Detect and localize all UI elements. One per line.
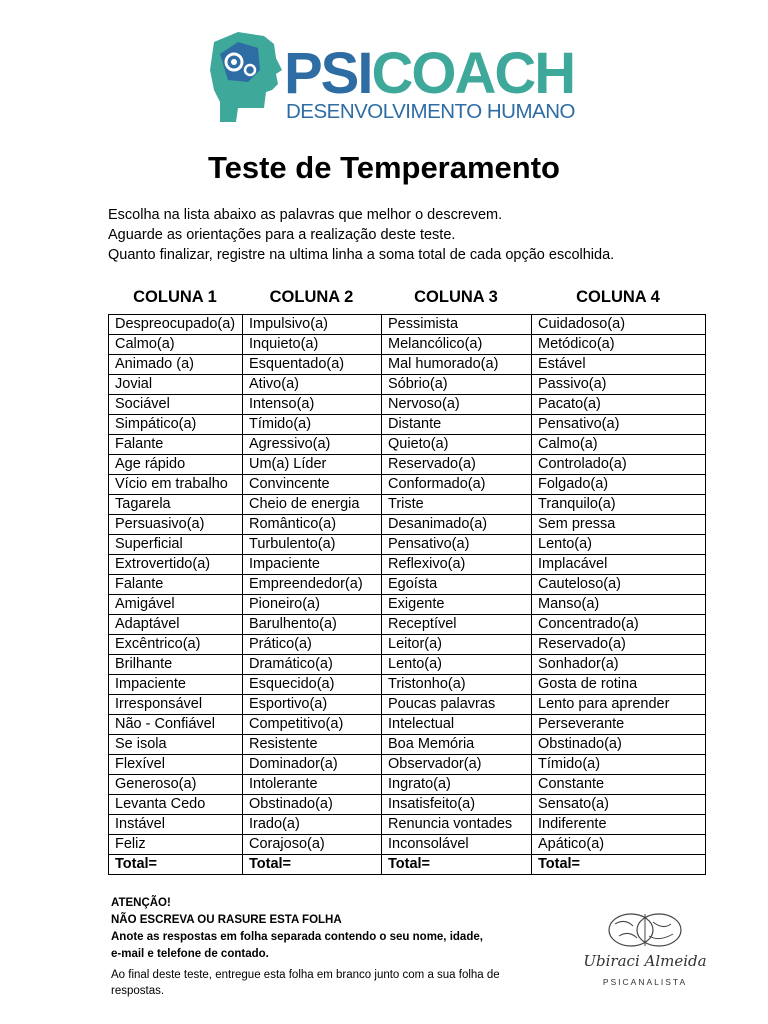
table-cell: Falante [109, 575, 243, 595]
brand-tagline: DESENVOLVIMENTO HUMANO [286, 100, 575, 123]
table-cell: Gosta de rotina [532, 675, 706, 695]
total-cell: Total= [109, 855, 243, 875]
table-cell: Instável [109, 815, 243, 835]
table-cell: Apático(a) [532, 835, 706, 855]
signature-name: Ubiraci Almeida [583, 952, 707, 970]
table-cell: Falante [109, 435, 243, 455]
notice-instruction: e-mail e telefone de contado. [111, 948, 269, 960]
table-cell: Convincente [243, 475, 382, 495]
notice-box [111, 895, 551, 999]
table-cell: Brilhante [109, 655, 243, 675]
temperament-table [108, 314, 706, 875]
table-cell: Pacato(a) [532, 395, 706, 415]
table-row [109, 635, 706, 655]
table-cell: Um(a) Líder [243, 455, 382, 475]
table-row [109, 435, 706, 455]
table-row [109, 375, 706, 395]
intro-text [108, 205, 614, 265]
table-cell: Estável [532, 355, 706, 375]
table-cell: Distante [382, 415, 532, 435]
table-cell: Empreendedor(a) [243, 575, 382, 595]
table-cell: Extrovertido(a) [109, 555, 243, 575]
table-cell: Sensato(a) [532, 795, 706, 815]
notice-warning: NÃO ESCREVA OU RASURE ESTA FOLHA [111, 914, 342, 926]
table-cell: Tímido(a) [532, 755, 706, 775]
table-cell: Reflexivo(a) [382, 555, 532, 575]
table-row [109, 515, 706, 535]
table-cell: Implacável [532, 555, 706, 575]
column-header-1: COLUNA 1 [133, 288, 217, 306]
table-cell: Sonhador(a) [532, 655, 706, 675]
table-cell: Calmo(a) [532, 435, 706, 455]
table-cell: Amigável [109, 595, 243, 615]
table-row [109, 455, 706, 475]
table-cell: Lento(a) [382, 655, 532, 675]
table-cell: Controlado(a) [532, 455, 706, 475]
table-cell: Lento(a) [532, 535, 706, 555]
total-cell: Total= [532, 855, 706, 875]
table-cell: Calmo(a) [109, 335, 243, 355]
column-header-4: COLUNA 4 [576, 288, 660, 306]
table-cell: Sem pressa [532, 515, 706, 535]
table-row [109, 415, 706, 435]
brain-icon [575, 908, 715, 952]
table-row [109, 835, 706, 855]
table-cell: Perseverante [532, 715, 706, 735]
table-cell: Tristonho(a) [382, 675, 532, 695]
table-cell: Irresponsável [109, 695, 243, 715]
table-row [109, 595, 706, 615]
total-cell: Total= [382, 855, 532, 875]
table-cell: Jovial [109, 375, 243, 395]
table-cell: Corajoso(a) [243, 835, 382, 855]
table-cell: Sóbrio(a) [382, 375, 532, 395]
table-cell: Persuasivo(a) [109, 515, 243, 535]
brand-coach: COACH [371, 41, 575, 106]
table-cell: Se isola [109, 735, 243, 755]
table-cell: Exigente [382, 595, 532, 615]
table-cell: Receptível [382, 615, 532, 635]
table-cell: Tagarela [109, 495, 243, 515]
table-cell: Intolerante [243, 775, 382, 795]
table-row [109, 675, 706, 695]
table-row [109, 495, 706, 515]
table-cell: Leitor(a) [382, 635, 532, 655]
table-cell: Impulsivo(a) [243, 315, 382, 335]
table-row [109, 735, 706, 755]
table-row [109, 715, 706, 735]
total-row [109, 855, 706, 875]
table-cell: Simpático(a) [109, 415, 243, 435]
table-row [109, 475, 706, 495]
table-cell: Renuncia vontades [382, 815, 532, 835]
table-cell: Irado(a) [243, 815, 382, 835]
table-row [109, 775, 706, 795]
table-row [109, 535, 706, 555]
table-cell: Intenso(a) [243, 395, 382, 415]
table-row [109, 795, 706, 815]
total-cell: Total= [243, 855, 382, 875]
table-cell: Barulhento(a) [243, 615, 382, 635]
table-cell: Pessimista [382, 315, 532, 335]
table-cell: Mal humorado(a) [382, 355, 532, 375]
column-headers [108, 288, 705, 310]
table-cell: Inconsolável [382, 835, 532, 855]
table-cell: Reservado(a) [532, 635, 706, 655]
table-cell: Esquecido(a) [243, 675, 382, 695]
table-cell: Poucas palavras [382, 695, 532, 715]
table-cell: Ativo(a) [243, 375, 382, 395]
table-cell: Cheio de energia [243, 495, 382, 515]
table-cell: Indiferente [532, 815, 706, 835]
table-cell: Nervoso(a) [382, 395, 532, 415]
table-cell: Excêntrico(a) [109, 635, 243, 655]
table-row [109, 335, 706, 355]
table-cell: Folgado(a) [532, 475, 706, 495]
signature-block [575, 908, 715, 993]
notice-heading: ATENÇÃO! [111, 897, 171, 909]
table-cell: Obstinado(a) [532, 735, 706, 755]
table-row [109, 355, 706, 375]
table-row [109, 555, 706, 575]
table-cell: Dramático(a) [243, 655, 382, 675]
table-cell: Lento para aprender [532, 695, 706, 715]
column-header-3: COLUNA 3 [414, 288, 498, 306]
table-cell: Intelectual [382, 715, 532, 735]
table-cell: Generoso(a) [109, 775, 243, 795]
table-cell: Desanimado(a) [382, 515, 532, 535]
table-cell: Cauteloso(a) [532, 575, 706, 595]
table-cell: Feliz [109, 835, 243, 855]
table-row [109, 655, 706, 675]
table-cell: Flexível [109, 755, 243, 775]
table-cell: Resistente [243, 735, 382, 755]
notice-instruction: Anote as respostas em folha separada contendo o seu nome, idade, [111, 931, 483, 943]
table-cell: Metódico(a) [532, 335, 706, 355]
table-cell: Ingrato(a) [382, 775, 532, 795]
table-cell: Adaptável [109, 615, 243, 635]
table-cell: Impaciente [109, 675, 243, 695]
table-cell: Concentrado(a) [532, 615, 706, 635]
table-cell: Dominador(a) [243, 755, 382, 775]
intro-line: Quanto finalizar, registre na ultima linha a soma total de cada opção escolhida. [108, 247, 615, 263]
table-cell: Vício em trabalho [109, 475, 243, 495]
table-row [109, 695, 706, 715]
table-cell: Tranquilo(a) [532, 495, 706, 515]
table-row [109, 615, 706, 635]
table-cell: Inquieto(a) [243, 335, 382, 355]
table-cell: Sociável [109, 395, 243, 415]
table-cell: Superficial [109, 535, 243, 555]
table-cell: Boa Memória [382, 735, 532, 755]
table-cell: Prático(a) [243, 635, 382, 655]
table-cell: Insatisfeito(a) [382, 795, 532, 815]
table-cell: Esquentado(a) [243, 355, 382, 375]
table-cell: Passivo(a) [532, 375, 706, 395]
table-cell: Constante [532, 775, 706, 795]
table-cell: Quieto(a) [382, 435, 532, 455]
table-cell: Pensativo(a) [382, 535, 532, 555]
table-cell: Não - Confiável [109, 715, 243, 735]
brand-psi: PSI [284, 41, 372, 106]
table-row [109, 815, 706, 835]
table-cell: Pensativo(a) [532, 415, 706, 435]
table-cell: Obstinado(a) [243, 795, 382, 815]
table-cell: Animado (a) [109, 355, 243, 375]
table-cell: Observador(a) [382, 755, 532, 775]
table-cell: Competitivo(a) [243, 715, 382, 735]
table-cell: Reservado(a) [382, 455, 532, 475]
table-cell: Impaciente [243, 555, 382, 575]
table-cell: Triste [382, 495, 532, 515]
psicoach-logo [208, 30, 575, 130]
table-cell: Romântico(a) [243, 515, 382, 535]
column-header-2: COLUNA 2 [269, 288, 354, 306]
table-cell: Melancólico(a) [382, 335, 532, 355]
table-cell: Turbulento(a) [243, 535, 382, 555]
table-cell: Conformado(a) [382, 475, 532, 495]
head-gears-icon [208, 30, 286, 130]
table-row [109, 575, 706, 595]
table-cell: Pioneiro(a) [243, 595, 382, 615]
notice-final: Ao final deste teste, entregue esta folha em branco junto com a sua folha de respostas. [111, 969, 500, 997]
table-cell: Tímido(a) [243, 415, 382, 435]
table-row [109, 755, 706, 775]
intro-line: Aguarde as orientações para a realização deste teste. [108, 227, 456, 243]
table-row [109, 315, 706, 335]
signature-role: PSICANALISTA [602, 977, 688, 987]
table-cell: Age rápido [109, 455, 243, 475]
table-cell: Egoísta [382, 575, 532, 595]
table-row [109, 395, 706, 415]
table-cell: Manso(a) [532, 595, 706, 615]
page-title: Teste de Temperamento [207, 150, 560, 185]
table-cell: Cuidadoso(a) [532, 315, 706, 335]
table-cell: Levanta Cedo [109, 795, 243, 815]
table-cell: Agressivo(a) [243, 435, 382, 455]
table-cell: Despreocupado(a) [109, 315, 243, 335]
intro-line: Escolha na lista abaixo as palavras que melhor o descrevem. [108, 207, 503, 223]
table-cell: Esportivo(a) [243, 695, 382, 715]
